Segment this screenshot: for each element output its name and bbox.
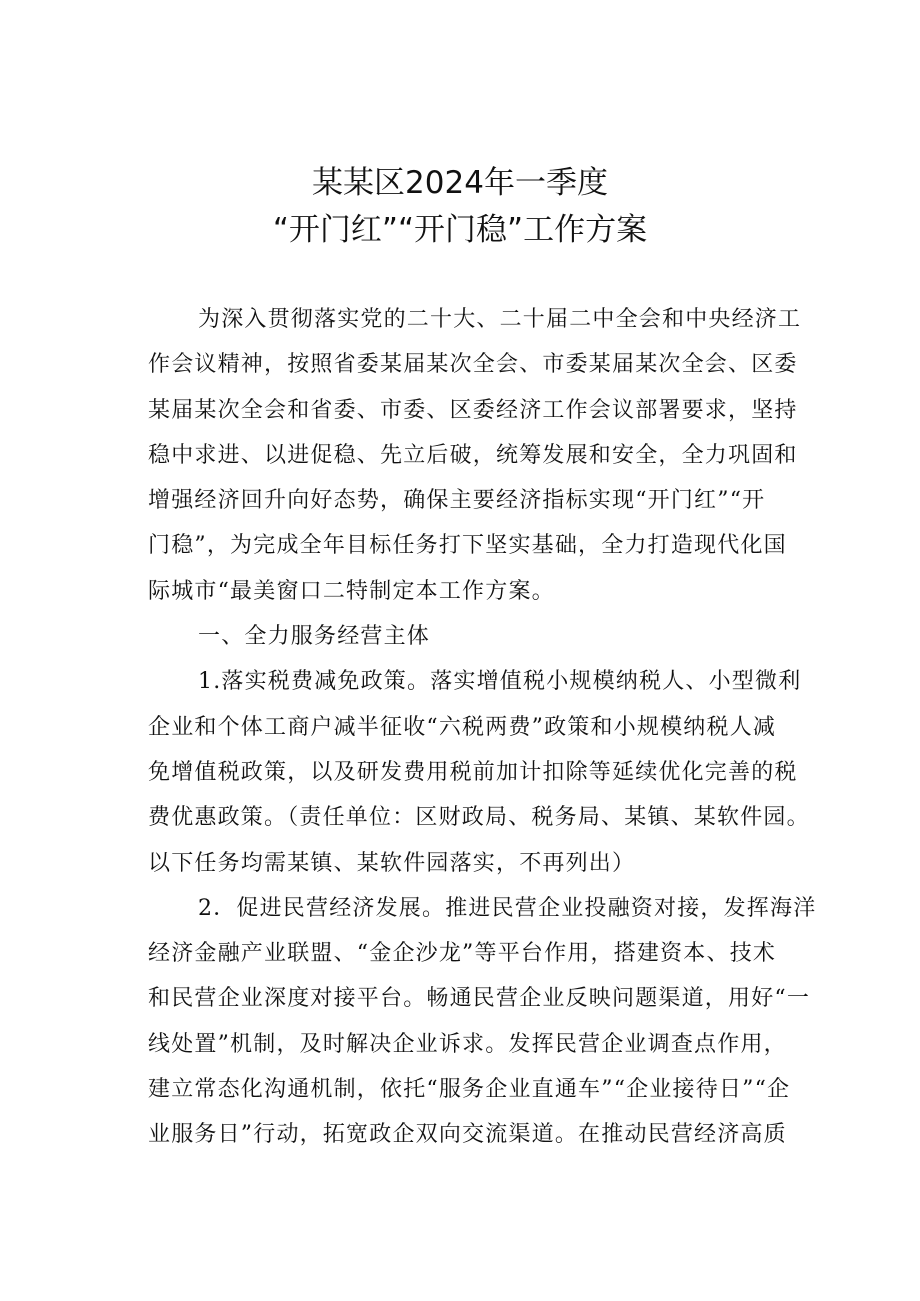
item-2-line: 业服务日”行动，拓宽政企双向交流渠道。在推动民营经济高质: [148, 1122, 787, 1148]
intro-line: 某届某次全会和省委、市委、区委经济工作会议部署要求，坚持: [148, 397, 798, 423]
intro-line: 作会议精神，按照省委某届某次全会、市委某届某次全会、区委: [148, 352, 798, 378]
intro-line: 门稳”，为完成全年目标任务打下坚实基础，全力打造现代化国: [148, 533, 787, 559]
document-title-line-2: “开门红”“开门稳”工作方案: [272, 212, 648, 248]
item-1-line: 费优惠政策。（责任单位：区财政局、税务局、某镇、某软件园。: [148, 805, 810, 831]
item-1-line: 企业和个体工商户减半征收“六税两费”政策和小规模纳税人减: [148, 714, 777, 740]
document-body: [148, 297, 817, 1158]
document-title-line-1: 某某区2024年一季度: [312, 165, 608, 201]
item-2-line: 建立常态化沟通机制，依托“服务企业直通车”“企业接待日”“企: [148, 1077, 791, 1103]
intro-line: 增强经济回升向好态势，确保主要经济指标实现“开门红”“开: [148, 488, 766, 514]
section-heading: 一、全力服务经营主体: [198, 624, 431, 650]
item-2-line: 经济金融产业联盟、“金企沙龙”等平台作用，搭建资本、技术: [148, 941, 777, 967]
intro-line: 际城市“最美窗口二特制定本工作方案。: [148, 578, 555, 604]
intro-line: 稳中求进、以进促稳、先立后破，统筹发展和安全，全力巩固和: [148, 442, 798, 468]
item-1-line: 以下任务均需某镇、某软件园落实，不再列出）: [148, 850, 636, 876]
item-2-line: 线处置”机制，及时解决企业诉求。发挥民营企业调查点作用，: [148, 1031, 787, 1057]
item-1-line: 免增值税政策，以及研发费用税前加计扣除等延续优化完善的税: [148, 759, 798, 785]
item-2-line: 2．促进民营经济发展。推进民营企业投融资对接，发挥海洋: [198, 895, 817, 921]
item-2-line: 和民营企业深度对接平台。畅通民营企业反映问题渠道，用好“一: [148, 986, 811, 1012]
item-1-line: 1.落实税费减免政策。落实增值税小规模纳税人、小型微利: [198, 669, 802, 695]
intro-line: 为深入贯彻落实党的二十大、二十届二中全会和中央经济工: [198, 307, 802, 332]
